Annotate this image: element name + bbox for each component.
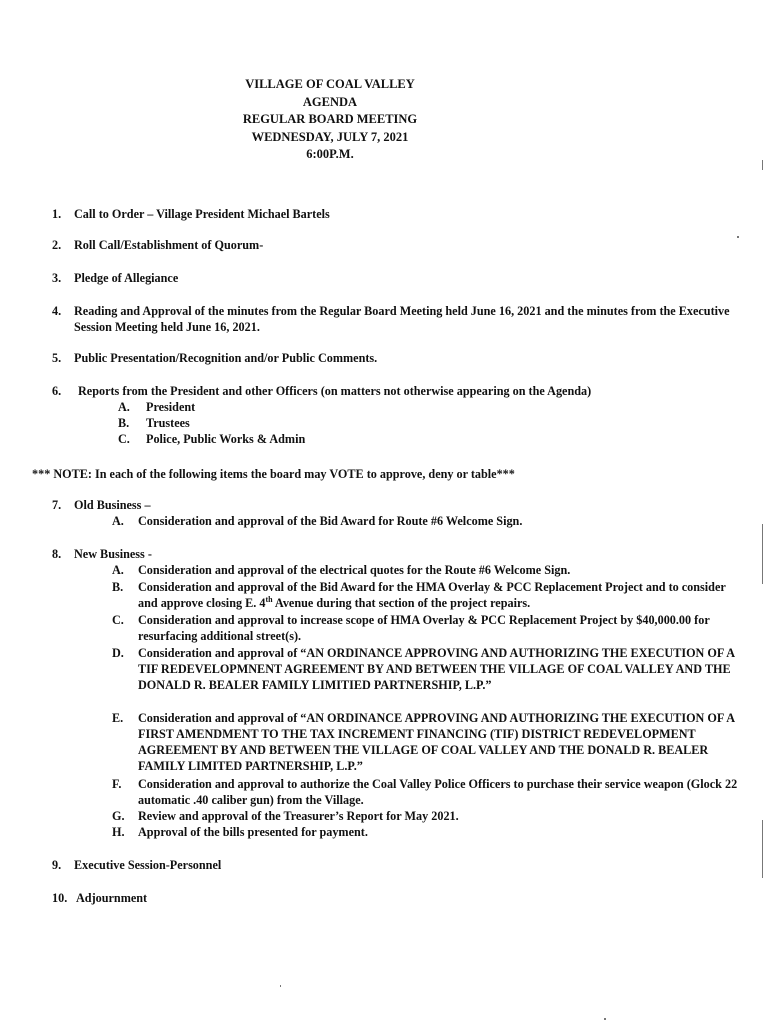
item-text: Reports from the President and other Officers (on matters not otherwise appearing on the Agenda) xyxy=(78,384,592,398)
scan-artifact xyxy=(280,985,281,987)
item-letter: B. xyxy=(118,416,130,430)
new-business-item-c xyxy=(112,612,742,644)
item-text: Consideration and approval of the electrical quotes for the Route #6 Welcome Sign. xyxy=(138,563,571,577)
old-business-item-a xyxy=(112,513,742,529)
item-letter: D. xyxy=(112,646,124,660)
meeting-time: 6:00P.M. xyxy=(306,147,354,161)
report-item-b xyxy=(118,415,518,431)
report-item-a xyxy=(118,399,518,415)
item-text: Roll Call/Establishment of Quorum- xyxy=(74,238,264,252)
item-text: Consideration and approval of “AN ORDINANCE APPROVING AND AUTHORIZING THE EXECUTION OF A FIRST AMENDMENT TO THE TAX INCREMENT FINANCING (TIF) DISTRICT REDEVELOPMENT AGREEMENT BY AND BETWEEN THE VILLAGE OF COAL VALLEY AND THE DONALD R. BEALER FAMILY LIMITED PARTNERSHIP, L.P.” xyxy=(138,711,735,773)
item-text: Trustees xyxy=(146,416,190,430)
agenda-item-7 xyxy=(52,497,742,513)
item-text: Consideration and approval to increase scope of HMA Overlay & PCC Replacement Project by $40,000.00 for resurfacing additional street(s). xyxy=(138,613,710,643)
new-business-item-f xyxy=(112,776,742,808)
item-text: Consideration and approval to authorize the Coal Valley Police Officers to purchase their service weapon (Glock 22 automatic .40 caliber gun) from the Village. xyxy=(138,777,738,807)
item-text: Reading and Approval of the minutes from the Regular Board Meeting held June 16, 2021 and the minutes from the Executive Session Meeting held June 16, 2021. xyxy=(74,304,730,334)
voting-note: *** NOTE: In each of the following items the board may VOTE to approve, deny or table*** xyxy=(32,467,515,481)
item-number: 7. xyxy=(52,498,62,512)
scan-artifact xyxy=(762,524,763,584)
agenda-item-6 xyxy=(52,383,742,399)
scan-artifact xyxy=(762,820,763,878)
new-business-item-b xyxy=(112,579,742,611)
item-number: 2. xyxy=(52,238,62,252)
agenda-item-2 xyxy=(52,237,742,253)
item-text-part: Avenue during that section of the project repairs. xyxy=(272,596,531,610)
item-number: 5. xyxy=(52,351,62,365)
item-number: 1. xyxy=(52,207,62,221)
agenda-header xyxy=(200,76,460,164)
new-business-item-a xyxy=(112,562,742,578)
agenda-item-5 xyxy=(52,350,742,366)
item-text: New Business - xyxy=(74,547,152,561)
item-text: Old Business – xyxy=(74,498,151,512)
ordinal-suffix: th xyxy=(265,594,273,604)
item-letter: C. xyxy=(112,613,124,627)
document-type: AGENDA xyxy=(302,94,358,109)
item-letter: A. xyxy=(112,514,124,528)
item-text: Public Presentation/Recognition and/or Public Comments. xyxy=(74,351,378,365)
scan-artifact xyxy=(762,160,763,170)
new-business-item-e xyxy=(112,710,742,774)
agenda-item-10 xyxy=(52,890,742,906)
item-text xyxy=(138,579,742,611)
meeting-type: REGULAR BOARD MEETING xyxy=(242,112,418,126)
item-number: 10. xyxy=(52,891,68,905)
item-letter: B. xyxy=(112,580,124,594)
item-letter: A. xyxy=(118,400,130,414)
item-number: 6. xyxy=(52,384,62,398)
meeting-date: WEDNESDAY, JULY 7, 2021 xyxy=(251,129,409,144)
new-business-item-d xyxy=(112,645,742,693)
item-text: Review and approval of the Treasurer’s Report for May 2021. xyxy=(138,809,459,823)
village-name: VILLAGE OF COAL VALLEY xyxy=(245,77,415,91)
new-business-item-h xyxy=(112,824,742,840)
item-number: 8. xyxy=(52,547,62,561)
item-number: 4. xyxy=(52,304,62,318)
agenda-item-9 xyxy=(52,857,742,873)
report-item-c xyxy=(118,431,518,447)
item-text: Pledge of Allegiance xyxy=(74,271,179,285)
agenda-item-3 xyxy=(52,270,742,286)
item-text: Consideration and approval of “AN ORDINANCE APPROVING AND AUTHORIZING THE EXECUTION OF A TIF REDEVELOPMNENT AGREEMENT BY AND BETWEEN THE VILLAGE OF COAL VALLEY AND THE DONALD R. BEALER FAMILY LIMITIED PARTNERSHIP, L.P.” xyxy=(138,646,735,692)
scan-artifact xyxy=(737,236,739,238)
item-text: President xyxy=(146,400,196,414)
item-text-part: Consideration and approval of the Bid Award for the HMA Overlay & PCC Replacement Project and to consider and approve closing E. 4 xyxy=(138,580,726,610)
item-number: 3. xyxy=(52,271,62,285)
item-letter: H. xyxy=(112,825,125,839)
item-letter: F. xyxy=(112,777,122,791)
new-business-item-g xyxy=(112,808,742,824)
item-number: 9. xyxy=(52,858,62,872)
agenda-item-1 xyxy=(52,206,742,222)
item-letter: A. xyxy=(112,563,124,577)
scan-artifact xyxy=(604,1018,606,1020)
item-text: Approval of the bills presented for payment. xyxy=(138,825,368,839)
item-text: Adjournment xyxy=(76,891,148,905)
item-text: Call to Order – Village President Michael Bartels xyxy=(74,207,330,221)
item-text: Police, Public Works & Admin xyxy=(146,432,306,446)
item-text: Executive Session-Personnel xyxy=(74,858,222,872)
agenda-item-8 xyxy=(52,546,742,562)
item-letter: G. xyxy=(112,809,125,823)
item-text: Consideration and approval of the Bid Award for Route #6 Welcome Sign. xyxy=(138,514,523,528)
agenda-item-4 xyxy=(52,303,742,335)
item-letter: E. xyxy=(112,711,124,725)
item-letter: C. xyxy=(118,432,130,446)
